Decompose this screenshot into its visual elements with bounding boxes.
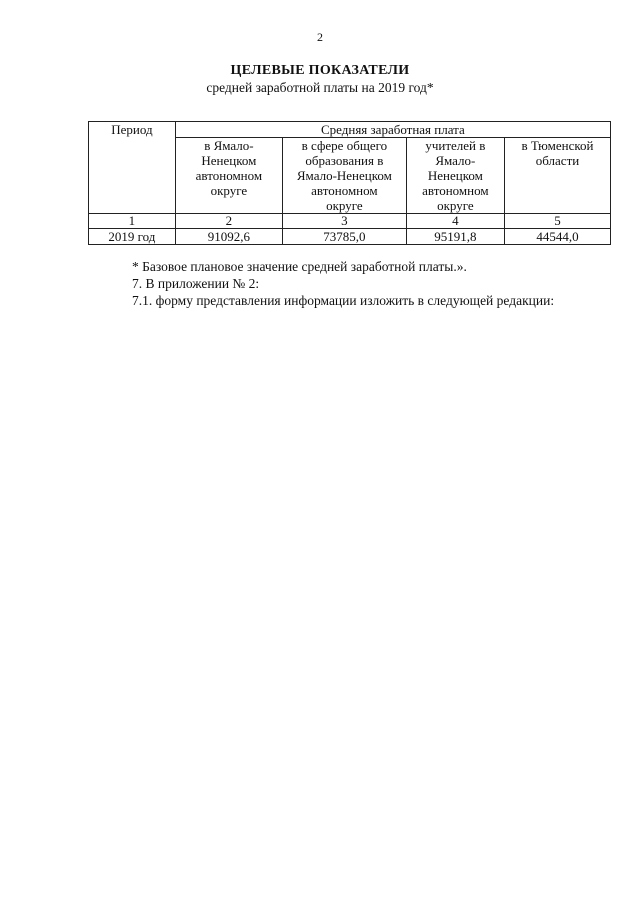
column-number: 2 [175, 214, 282, 229]
value-cell: 95191,8 [406, 229, 504, 245]
table-header-row [89, 122, 611, 138]
column-number-row [89, 214, 611, 229]
column-number: 4 [406, 214, 504, 229]
note-item: 7.1. форму представления информации изложить в следующей редакции: [132, 293, 555, 308]
document-title: ЦЕЛЕВЫЕ ПОКАЗАТЕЛИ [230, 63, 410, 78]
column-header-tyumen: в Тюменской области [504, 138, 610, 214]
value-cell: 44544,0 [504, 229, 610, 245]
column-number: 3 [283, 214, 407, 229]
period-cell: 2019 год [89, 229, 176, 245]
period-header: Период [89, 122, 176, 214]
document-subtitle: средней заработной платы на 2019 год* [206, 80, 434, 95]
column-header-yanao: в Ямало- Ненецком автономном округе [175, 138, 282, 214]
column-number: 5 [504, 214, 610, 229]
notes-block [0, 258, 640, 309]
note-item: 7. В приложении № 2: [132, 276, 260, 291]
average-salary-header: Средняя заработная плата [175, 122, 610, 138]
column-number: 1 [89, 214, 176, 229]
footnote: * Базовое плановое значение средней заработной платы.». [132, 259, 467, 274]
column-header-general-education: в сфере общего образования в Ямало-Ненецком автономном округе [283, 138, 407, 214]
salary-targets-table [88, 121, 611, 245]
page-number: 2 [317, 30, 323, 44]
table-row [89, 229, 611, 245]
value-cell: 91092,6 [175, 229, 282, 245]
column-header-teachers: учителей в Ямало- Ненецком автономном округе [406, 138, 504, 214]
value-cell: 73785,0 [283, 229, 407, 245]
